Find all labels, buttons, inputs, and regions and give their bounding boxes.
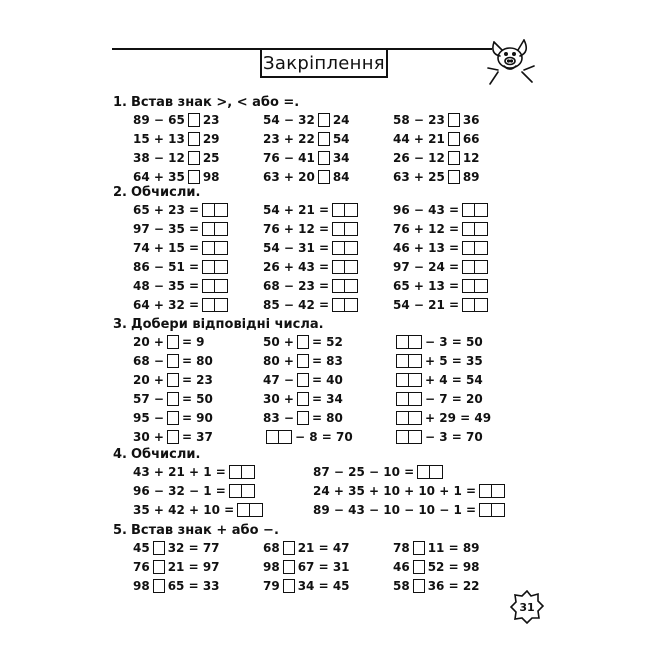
equation-text: 78	[393, 541, 410, 555]
equation	[263, 540, 350, 556]
task-number: 5.	[113, 523, 127, 538]
equation-text: − 3 = 50	[425, 335, 483, 349]
answer-box[interactable]	[167, 354, 179, 368]
equation	[263, 150, 350, 166]
equation-text: = 34	[311, 392, 343, 406]
equation-text: 64 + 32 =	[133, 298, 200, 312]
equation	[263, 429, 353, 445]
equation-text: 23 + 22	[263, 132, 315, 146]
equation-text: − 3 = 70	[425, 430, 483, 444]
equation-text: 89 − 65	[133, 113, 185, 127]
answer-digit-cell[interactable]	[492, 503, 505, 517]
equation-text: = 50	[181, 392, 213, 406]
answer-digit-cell[interactable]	[345, 260, 358, 274]
equation	[263, 410, 343, 426]
answer-box-two-digit[interactable]	[332, 279, 358, 293]
equation	[133, 372, 213, 388]
answer-box[interactable]	[297, 335, 309, 349]
equation-text: 36 = 22	[427, 579, 480, 593]
answer-digit-cell[interactable]	[409, 354, 422, 368]
answer-box-two-digit[interactable]	[462, 203, 488, 217]
task-instruction: Обчисли.	[131, 185, 201, 200]
equation	[263, 259, 361, 275]
equation-text: 76	[133, 560, 150, 574]
answer-box-two-digit[interactable]	[396, 335, 422, 349]
equation-text: 45	[133, 541, 150, 555]
equation	[133, 464, 258, 480]
answer-digit-cell[interactable]	[462, 203, 475, 217]
answer-digit-cell[interactable]	[266, 430, 279, 444]
equation-text: 64 + 35	[133, 170, 185, 184]
equation-text: 76 + 12 =	[263, 222, 330, 236]
equation-text: 98	[133, 579, 150, 593]
equation-text: 98	[263, 560, 280, 574]
equation-text: 54 − 32	[263, 113, 315, 127]
page-number-badge	[510, 590, 544, 624]
answer-box-two-digit[interactable]	[396, 354, 422, 368]
equation-text: 54 − 31 =	[263, 241, 330, 255]
answer-box-two-digit[interactable]	[417, 465, 443, 479]
equation-text: 97 − 24 =	[393, 260, 460, 274]
answer-digit-cell[interactable]	[396, 335, 409, 349]
answer-digit-cell[interactable]	[462, 298, 475, 312]
equation-text: = 90	[181, 411, 213, 425]
equation-text: 20 +	[133, 335, 164, 349]
answer-box[interactable]	[153, 560, 165, 574]
equation-text: 76 + 12 =	[393, 222, 460, 236]
answer-box[interactable]	[297, 411, 309, 425]
equation	[133, 540, 220, 556]
equation-text: 20 +	[133, 373, 164, 387]
equation-text: 65 = 33	[167, 579, 220, 593]
equation	[133, 150, 220, 166]
answer-digit-cell[interactable]	[215, 241, 228, 255]
equation	[133, 391, 213, 407]
answer-box-two-digit[interactable]	[202, 203, 228, 217]
answer-digit-cell[interactable]	[279, 430, 292, 444]
answer-digit-cell[interactable]	[345, 222, 358, 236]
equation	[393, 297, 491, 313]
equation-text: − 7 = 20	[425, 392, 483, 406]
equation-text: 52 = 98	[427, 560, 480, 574]
answer-box-two-digit[interactable]	[332, 241, 358, 255]
equation	[133, 334, 205, 350]
page-number: 31	[519, 600, 535, 614]
equation	[393, 391, 483, 407]
equation	[393, 429, 483, 445]
equation	[393, 259, 491, 275]
equation	[263, 578, 350, 594]
equation	[263, 278, 361, 294]
answer-box-two-digit[interactable]	[202, 298, 228, 312]
answer-digit-cell[interactable]	[215, 279, 228, 293]
equation-text: 96 − 32 − 1 =	[133, 484, 226, 498]
equation-text: 58	[393, 579, 410, 593]
answer-box[interactable]	[153, 541, 165, 555]
equation	[393, 353, 483, 369]
answer-digit-cell[interactable]	[417, 465, 430, 479]
equation	[263, 334, 343, 350]
answer-digit-cell[interactable]	[215, 298, 228, 312]
answer-box-two-digit[interactable]	[479, 484, 505, 498]
equation	[263, 297, 361, 313]
equation-text: 66	[462, 132, 480, 146]
equation-text: = 52	[311, 335, 343, 349]
equation-text: 29	[202, 132, 220, 146]
equation-text: + 29 = 49	[425, 411, 492, 425]
equation-text: = 37	[181, 430, 213, 444]
answer-box[interactable]	[413, 579, 425, 593]
answer-box-two-digit[interactable]	[462, 222, 488, 236]
equation-text: 12	[462, 151, 480, 165]
equation	[263, 169, 350, 185]
answer-box-two-digit[interactable]	[462, 241, 488, 255]
equation-text: 50 +	[263, 335, 294, 349]
answer-box[interactable]	[297, 354, 309, 368]
answer-digit-cell[interactable]	[202, 279, 215, 293]
equation-text: 80 +	[263, 354, 294, 368]
answer-digit-cell[interactable]	[396, 373, 409, 387]
task-number: 3.	[113, 317, 127, 332]
equation-text: 47 −	[263, 373, 294, 387]
answer-digit-cell[interactable]	[332, 298, 345, 312]
equation-text: 11 = 89	[427, 541, 480, 555]
equation	[393, 112, 480, 128]
equation	[133, 169, 220, 185]
answer-digit-cell[interactable]	[475, 241, 488, 255]
equation-text: 21 = 47	[297, 541, 350, 555]
equation	[133, 410, 213, 426]
answer-digit-cell[interactable]	[479, 503, 492, 517]
answer-box[interactable]	[188, 170, 200, 184]
equation-text: 25	[202, 151, 220, 165]
answer-digit-cell[interactable]	[332, 222, 345, 236]
equation	[263, 559, 350, 575]
answer-digit-cell[interactable]	[237, 503, 250, 517]
answer-box[interactable]	[297, 392, 309, 406]
equation-text: 87 − 25 − 10 =	[313, 465, 415, 479]
equation-text: 85 − 42 =	[263, 298, 330, 312]
answer-box[interactable]	[318, 170, 330, 184]
equation-text: 79	[263, 579, 280, 593]
answer-box[interactable]	[448, 113, 460, 127]
answer-box-two-digit[interactable]	[202, 241, 228, 255]
equation-text: = 9	[181, 335, 205, 349]
equation	[393, 559, 480, 575]
equation	[133, 259, 231, 275]
answer-box[interactable]	[188, 113, 200, 127]
equation-text: 26 + 43 =	[263, 260, 330, 274]
task-instruction: Встав знак >, < або =.	[131, 95, 300, 110]
equation-text: 96 − 43 =	[393, 203, 460, 217]
equation-text: 24 + 35 + 10 + 10 + 1 =	[313, 484, 477, 498]
equation-text: 44 + 21	[393, 132, 445, 146]
equation-text: 57 −	[133, 392, 164, 406]
equation	[393, 410, 491, 426]
equation	[393, 372, 483, 388]
page-title: Закріплення	[260, 48, 388, 78]
answer-digit-cell[interactable]	[345, 279, 358, 293]
answer-digit-cell[interactable]	[396, 411, 409, 425]
equation	[133, 131, 220, 147]
equation	[313, 464, 446, 480]
equation-text: 89 − 43 − 10 − 10 − 1 =	[313, 503, 477, 517]
equation	[133, 221, 231, 237]
equation-text: 24	[332, 113, 350, 127]
equation-text: 46 + 13 =	[393, 241, 460, 255]
equation	[313, 483, 508, 499]
equation	[393, 240, 491, 256]
equation-text: 30 +	[263, 392, 294, 406]
equation	[393, 578, 480, 594]
equation	[133, 278, 231, 294]
equation-text: 54 − 21 =	[393, 298, 460, 312]
answer-digit-cell[interactable]	[462, 241, 475, 255]
answer-box[interactable]	[318, 113, 330, 127]
task-number: 2.	[113, 185, 127, 200]
answer-box[interactable]	[448, 151, 460, 165]
answer-digit-cell[interactable]	[409, 392, 422, 406]
equation	[263, 202, 361, 218]
answer-box[interactable]	[167, 430, 179, 444]
task-number: 4.	[113, 447, 127, 462]
answer-box-two-digit[interactable]	[332, 222, 358, 236]
pig-mascot-icon	[480, 28, 540, 88]
equation-text: 30 +	[133, 430, 164, 444]
equation-text: 67 = 31	[297, 560, 350, 574]
answer-digit-cell[interactable]	[229, 484, 242, 498]
equation-text: 97 − 35 =	[133, 222, 200, 236]
answer-box-two-digit[interactable]	[396, 430, 422, 444]
equation-text: 74 + 15 =	[133, 241, 200, 255]
answer-box-two-digit[interactable]	[266, 430, 292, 444]
answer-box[interactable]	[188, 132, 200, 146]
equation-text: 26 − 12	[393, 151, 445, 165]
answer-digit-cell[interactable]	[215, 260, 228, 274]
equation	[133, 112, 220, 128]
answer-digit-cell[interactable]	[462, 222, 475, 236]
equation-text: = 40	[311, 373, 343, 387]
equation	[133, 483, 258, 499]
answer-box[interactable]	[167, 411, 179, 425]
equation-text: 68 −	[133, 354, 164, 368]
answer-digit-cell[interactable]	[202, 241, 215, 255]
task-instruction: Встав знак + або −.	[131, 523, 279, 538]
equation-text: − 8 = 70	[295, 430, 353, 444]
answer-digit-cell[interactable]	[479, 484, 492, 498]
answer-box[interactable]	[297, 373, 309, 387]
equation-text: 54 + 21 =	[263, 203, 330, 217]
equation-text: 15 + 13	[133, 132, 185, 146]
answer-digit-cell[interactable]	[229, 465, 242, 479]
answer-box-two-digit[interactable]	[229, 465, 255, 479]
answer-digit-cell[interactable]	[250, 503, 263, 517]
equation-text: 46	[393, 560, 410, 574]
answer-digit-cell[interactable]	[202, 222, 215, 236]
answer-digit-cell[interactable]	[396, 354, 409, 368]
equation	[393, 169, 480, 185]
answer-box-two-digit[interactable]	[332, 203, 358, 217]
answer-box-two-digit[interactable]	[462, 260, 488, 274]
equation-text: 95 −	[133, 411, 164, 425]
answer-box-two-digit[interactable]	[202, 222, 228, 236]
answer-digit-cell[interactable]	[202, 260, 215, 274]
answer-box-two-digit[interactable]	[396, 392, 422, 406]
answer-box[interactable]	[188, 151, 200, 165]
equation	[133, 297, 231, 313]
equation-text: 68 − 23 =	[263, 279, 330, 293]
equation-text: 23	[202, 113, 220, 127]
equation	[133, 240, 231, 256]
answer-digit-cell[interactable]	[345, 203, 358, 217]
answer-box-two-digit[interactable]	[396, 411, 422, 425]
equation	[133, 502, 266, 518]
equation	[393, 278, 491, 294]
answer-box[interactable]	[153, 579, 165, 593]
answer-box[interactable]	[283, 541, 295, 555]
equation	[393, 221, 491, 237]
task-instruction: Обчисли.	[131, 447, 201, 462]
answer-digit-cell[interactable]	[332, 260, 345, 274]
answer-digit-cell[interactable]	[409, 411, 422, 425]
equation	[393, 131, 480, 147]
answer-digit-cell[interactable]	[332, 203, 345, 217]
equation-text: 21 = 97	[167, 560, 220, 574]
equation-text: 58 − 23	[393, 113, 445, 127]
task-instruction: Добери відповідні числа.	[131, 317, 324, 332]
equation-text: 98	[202, 170, 220, 184]
answer-digit-cell[interactable]	[430, 465, 443, 479]
answer-box[interactable]	[448, 132, 460, 146]
equation-text: 43 + 21 + 1 =	[133, 465, 226, 479]
answer-digit-cell[interactable]	[475, 298, 488, 312]
equation	[393, 540, 480, 556]
equation-text: 35 + 42 + 10 =	[133, 503, 235, 517]
equation-text: 63 + 20	[263, 170, 315, 184]
answer-box[interactable]	[413, 541, 425, 555]
equation-text: 68	[263, 541, 280, 555]
answer-digit-cell[interactable]	[396, 430, 409, 444]
equation-text: + 4 = 54	[425, 373, 483, 387]
answer-box[interactable]	[283, 560, 295, 574]
equation	[133, 559, 220, 575]
equation-text: 65 + 23 =	[133, 203, 200, 217]
answer-box[interactable]	[167, 373, 179, 387]
equation-text: 65 + 13 =	[393, 279, 460, 293]
equation	[263, 112, 350, 128]
equation	[133, 202, 231, 218]
equation-text: = 83	[311, 354, 343, 368]
answer-box[interactable]	[167, 392, 179, 406]
equation-text: = 80	[311, 411, 343, 425]
answer-digit-cell[interactable]	[396, 392, 409, 406]
equation-text: 32 = 77	[167, 541, 220, 555]
answer-box[interactable]	[318, 151, 330, 165]
answer-digit-cell[interactable]	[242, 484, 255, 498]
equation-text: 34	[332, 151, 350, 165]
equation	[263, 372, 343, 388]
equation-text: 86 − 51 =	[133, 260, 200, 274]
answer-digit-cell[interactable]	[242, 465, 255, 479]
answer-box-two-digit[interactable]	[462, 298, 488, 312]
equation-text: = 80	[181, 354, 213, 368]
equation	[393, 202, 491, 218]
equation-text: 76 − 41	[263, 151, 315, 165]
answer-box-two-digit[interactable]	[229, 484, 255, 498]
answer-digit-cell[interactable]	[475, 279, 488, 293]
answer-box-two-digit[interactable]	[237, 503, 263, 517]
answer-digit-cell[interactable]	[215, 203, 228, 217]
answer-box-two-digit[interactable]	[332, 298, 358, 312]
answer-digit-cell[interactable]	[332, 241, 345, 255]
answer-box-two-digit[interactable]	[332, 260, 358, 274]
equation	[133, 429, 213, 445]
answer-box-two-digit[interactable]	[202, 260, 228, 274]
equation-text: 34 = 45	[297, 579, 350, 593]
equation	[133, 353, 213, 369]
answer-digit-cell[interactable]	[409, 430, 422, 444]
answer-digit-cell[interactable]	[345, 298, 358, 312]
equation-text: = 23	[181, 373, 213, 387]
equation	[263, 240, 361, 256]
answer-box[interactable]	[413, 560, 425, 574]
answer-digit-cell[interactable]	[475, 260, 488, 274]
equation-text: 84	[332, 170, 350, 184]
answer-digit-cell[interactable]	[462, 260, 475, 274]
task-number: 1.	[113, 95, 127, 110]
equation	[263, 221, 361, 237]
answer-digit-cell[interactable]	[492, 484, 505, 498]
equation-text: 54	[332, 132, 350, 146]
answer-box[interactable]	[448, 170, 460, 184]
equation-text: 83 −	[263, 411, 294, 425]
answer-box[interactable]	[318, 132, 330, 146]
equation	[393, 150, 480, 166]
answer-digit-cell[interactable]	[345, 241, 358, 255]
equation-text: 63 + 25	[393, 170, 445, 184]
equation-text: 48 − 35 =	[133, 279, 200, 293]
answer-box-two-digit[interactable]	[202, 279, 228, 293]
answer-box-two-digit[interactable]	[479, 503, 505, 517]
equation	[133, 578, 220, 594]
equation-text: 36	[462, 113, 480, 127]
equation	[313, 502, 508, 518]
answer-digit-cell[interactable]	[462, 279, 475, 293]
equation	[393, 334, 483, 350]
answer-digit-cell[interactable]	[409, 373, 422, 387]
answer-digit-cell[interactable]	[475, 203, 488, 217]
equation	[263, 353, 343, 369]
answer-digit-cell[interactable]	[215, 222, 228, 236]
answer-box-two-digit[interactable]	[396, 373, 422, 387]
equation-text: 38 − 12	[133, 151, 185, 165]
equation-text: + 5 = 35	[425, 354, 483, 368]
equation	[263, 391, 343, 407]
answer-box[interactable]	[283, 579, 295, 593]
answer-box-two-digit[interactable]	[462, 279, 488, 293]
equation	[263, 131, 350, 147]
answer-digit-cell[interactable]	[202, 203, 215, 217]
answer-digit-cell[interactable]	[332, 279, 345, 293]
answer-digit-cell[interactable]	[475, 222, 488, 236]
equation-text: 89	[462, 170, 480, 184]
answer-box[interactable]	[167, 335, 179, 349]
answer-digit-cell[interactable]	[202, 298, 215, 312]
answer-digit-cell[interactable]	[409, 335, 422, 349]
